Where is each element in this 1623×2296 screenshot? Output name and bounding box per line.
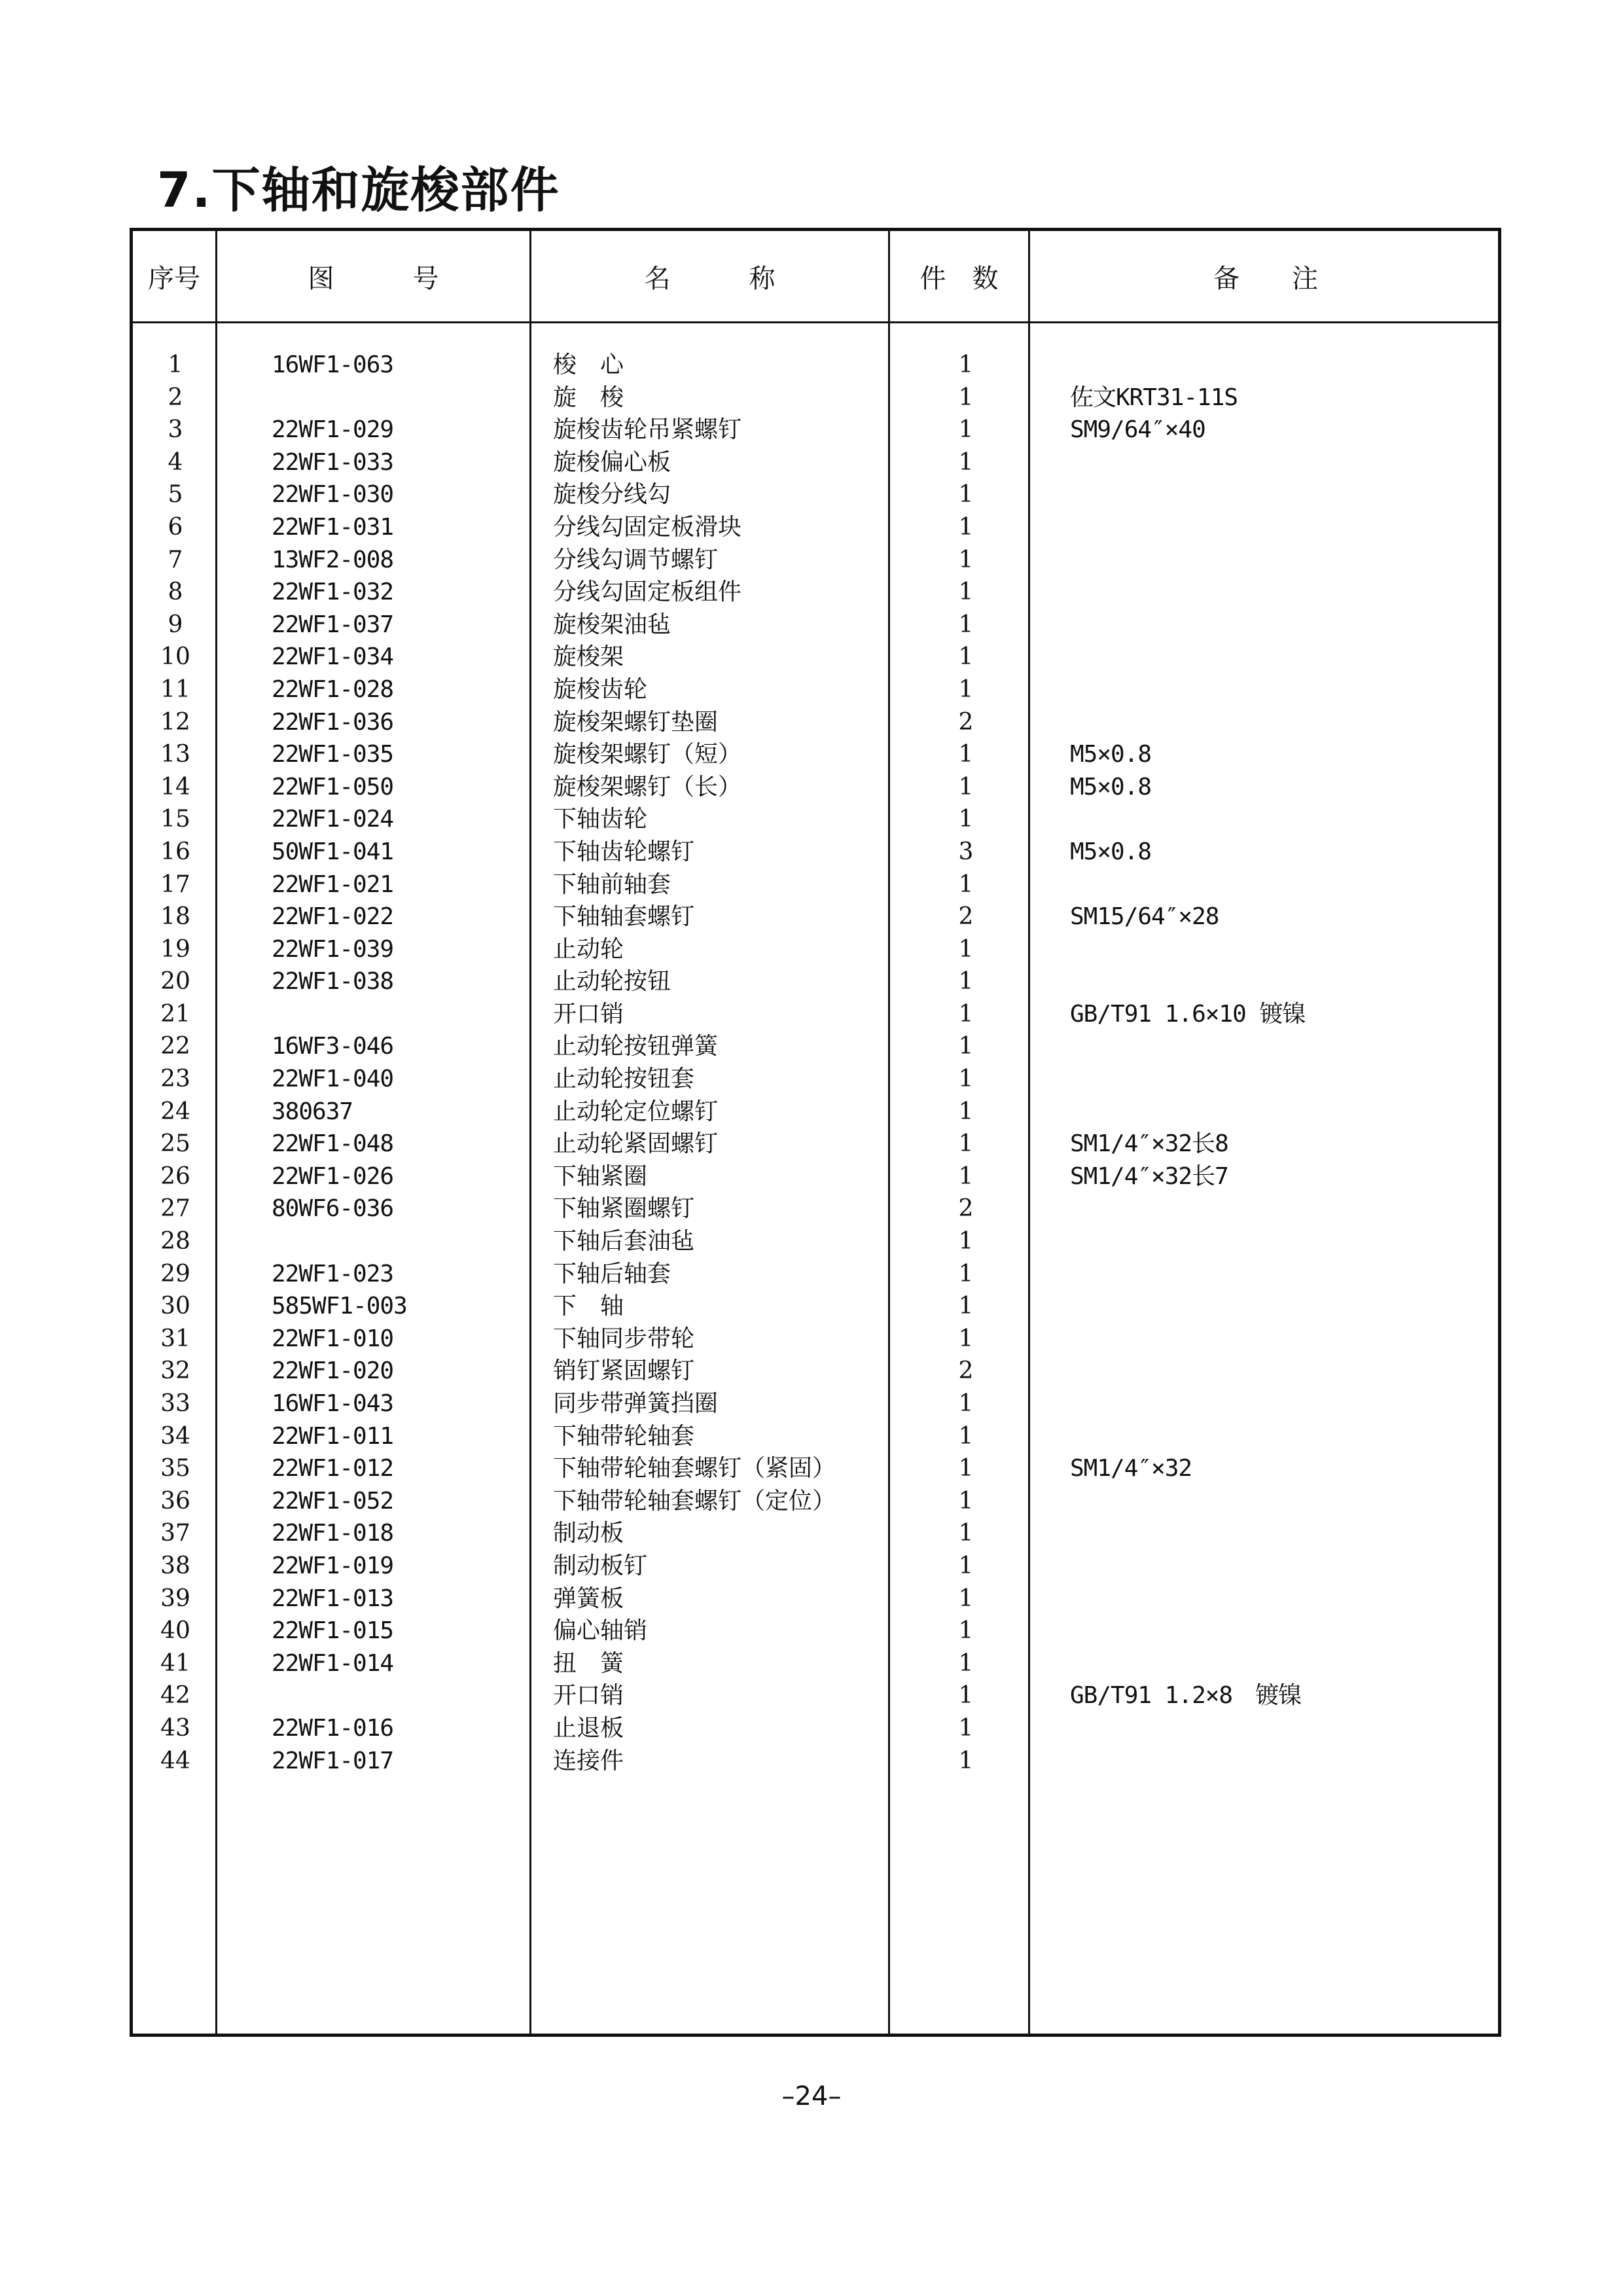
part-number: 13WF2-008: [272, 546, 394, 573]
part-number: 22WF1-011: [272, 1422, 394, 1450]
row-number: 42: [160, 1682, 190, 1710]
row-number: 35: [160, 1455, 190, 1482]
part-name: 弹簧板: [553, 1585, 624, 1612]
part-number: 22WF1-013: [272, 1585, 394, 1612]
part-number: 585WF1-003: [272, 1293, 407, 1320]
row-number: 9: [168, 611, 183, 638]
header-remarks: 备 注: [1213, 263, 1318, 294]
quantity: 1: [958, 1000, 974, 1028]
part-number: 22WF1-026: [272, 1162, 394, 1190]
part-number: 22WF1-010: [272, 1325, 394, 1352]
quantity: 1: [958, 1552, 974, 1579]
row-number: 40: [160, 1617, 190, 1645]
row-number: 27: [160, 1195, 190, 1223]
part-name: 下轴紧圈: [553, 1162, 648, 1190]
table-row: [133, 1225, 1498, 1258]
quantity: 1: [958, 1422, 974, 1450]
table-row: [133, 771, 1498, 804]
quantity: 1: [958, 1617, 974, 1645]
part-number: 22WF1-052: [272, 1487, 394, 1515]
quantity: 1: [958, 1649, 974, 1677]
part-name: 下轴带轮轴套: [553, 1422, 695, 1450]
table-row: [133, 1128, 1498, 1160]
table-row: [133, 803, 1498, 836]
part-number: 22WF1-030: [272, 481, 394, 509]
row-number: 30: [160, 1293, 190, 1320]
table-row: [133, 1420, 1498, 1453]
table-row: [133, 1615, 1498, 1647]
remark: SM1/4″×32长7: [1070, 1162, 1228, 1190]
table-row: [133, 1258, 1498, 1291]
remark: M5×0.8: [1070, 741, 1152, 768]
table-row: [133, 1193, 1498, 1225]
quantity: 1: [958, 935, 974, 963]
part-number: 22WF1-032: [272, 579, 394, 606]
part-name: 下轴齿轮: [553, 806, 648, 833]
quantity: 2: [958, 1195, 974, 1223]
table-row: [133, 1290, 1498, 1323]
part-name: 分线勾固定板滑块: [553, 513, 742, 541]
quantity: 1: [958, 1293, 974, 1320]
part-name: 止动轮定位螺钉: [553, 1098, 719, 1125]
part-name: 扭 簧: [553, 1649, 624, 1677]
part-number: 22WF1-028: [272, 675, 394, 703]
row-number: 34: [160, 1422, 190, 1450]
row-number: 13: [160, 741, 190, 768]
remark: M5×0.8: [1070, 773, 1152, 800]
table-row: [133, 1323, 1498, 1355]
header-part-number: 图 号: [308, 263, 439, 294]
row-number: 8: [168, 579, 183, 606]
quantity: 1: [958, 1455, 974, 1482]
row-number: 28: [160, 1228, 190, 1255]
remark: GB/T91 1.2×8 镀镍: [1070, 1682, 1302, 1710]
quantity: 1: [958, 546, 974, 573]
row-number: 29: [160, 1260, 190, 1287]
table-row: [133, 1388, 1498, 1420]
part-number: 22WF1-038: [272, 968, 394, 996]
table-row: [133, 1485, 1498, 1518]
quantity: 1: [958, 1585, 974, 1612]
part-number: 22WF1-012: [272, 1455, 394, 1482]
part-name: 旋梭架: [553, 643, 624, 671]
part-number: 22WF1-014: [272, 1649, 394, 1677]
table-row: [133, 1160, 1498, 1193]
quantity: 1: [958, 1747, 974, 1774]
row-number: 18: [160, 903, 190, 931]
part-number: 22WF1-031: [272, 513, 394, 541]
part-number: 22WF1-015: [272, 1617, 394, 1645]
row-number: 6: [168, 513, 183, 541]
row-number: 33: [160, 1390, 190, 1417]
quantity: 1: [958, 1487, 974, 1515]
remark: SM1/4″×32: [1070, 1455, 1192, 1482]
part-number: 22WF1-036: [272, 708, 394, 736]
table-row: [133, 1030, 1498, 1063]
table-row: [133, 901, 1498, 933]
table-row: [133, 609, 1498, 641]
table-row: [133, 1550, 1498, 1583]
quantity: 1: [958, 1098, 974, 1125]
part-number: 22WF1-039: [272, 935, 394, 963]
quantity: 1: [958, 351, 974, 378]
part-name: 下 轴: [553, 1293, 624, 1320]
part-number: 16WF1-063: [272, 351, 394, 378]
row-number: 38: [160, 1552, 190, 1579]
quantity: 1: [958, 1520, 974, 1547]
remark: SM9/64″×40: [1070, 416, 1205, 444]
quantity: 2: [958, 903, 974, 931]
part-name: 下轴后轴套: [553, 1260, 671, 1287]
table-row: [133, 1063, 1498, 1096]
row-number: 7: [168, 546, 183, 573]
part-name: 止动轮按钮: [553, 968, 671, 996]
part-name: 下轴带轮轴套螺钉（紧固）: [553, 1455, 836, 1482]
row-number: 25: [160, 1130, 190, 1158]
part-number: 22WF1-033: [272, 448, 394, 476]
table-row: [133, 1712, 1498, 1745]
part-name: 制动板: [553, 1520, 624, 1547]
part-name: 旋梭齿轮吊紧螺钉: [553, 416, 742, 444]
part-number: 22WF1-050: [272, 773, 394, 800]
quantity: 3: [958, 838, 974, 865]
header-no: 序号: [148, 263, 200, 294]
part-name: 下轴同步带轮: [553, 1325, 695, 1352]
table-row: [133, 349, 1498, 382]
table-row: [133, 673, 1498, 706]
part-number: 22WF1-035: [272, 741, 394, 768]
part-number: 22WF1-024: [272, 806, 394, 833]
quantity: 1: [958, 968, 974, 996]
table-row: [133, 1355, 1498, 1388]
table-row: [133, 836, 1498, 869]
row-number: 17: [160, 870, 190, 898]
part-name: 旋梭架螺钉（长）: [553, 773, 742, 800]
page-title: 7.下轴和旋梭部件: [157, 162, 560, 219]
part-name: 止动轮按钮套: [553, 1066, 695, 1093]
quantity: 1: [958, 1390, 974, 1417]
part-name: 分线勾固定板组件: [553, 579, 742, 606]
part-name: 梭 心: [553, 351, 624, 378]
quantity: 1: [958, 384, 974, 411]
quantity: 2: [958, 708, 974, 736]
remark: GB/T91 1.6×10 镀镍: [1070, 1000, 1306, 1028]
row-number: 37: [160, 1520, 190, 1547]
table-row: [133, 706, 1498, 739]
quantity: 1: [958, 1228, 974, 1255]
part-name: 分线勾调节螺钉: [553, 546, 719, 573]
part-number: 22WF1-017: [272, 1747, 394, 1774]
part-name: 旋梭偏心板: [553, 448, 671, 476]
table-row: [133, 1745, 1498, 1778]
part-name: 下轴紧圈螺钉: [553, 1195, 695, 1223]
part-name: 偏心轴销: [553, 1617, 648, 1645]
row-number: 24: [160, 1098, 190, 1125]
remark: SM15/64″×28: [1070, 903, 1219, 931]
table-row: [133, 382, 1498, 414]
row-number: 10: [160, 643, 190, 671]
table-row: [133, 414, 1498, 446]
row-number: 32: [160, 1357, 190, 1385]
part-name: 下轴带轮轴套螺钉（定位）: [553, 1487, 836, 1515]
quantity: 1: [958, 1162, 974, 1190]
part-number: 80WF6-036: [272, 1195, 394, 1223]
parts-table: [130, 228, 1501, 2037]
quantity: 1: [958, 870, 974, 898]
row-number: 22: [160, 1033, 190, 1060]
part-name: 开口销: [553, 1682, 624, 1710]
row-number: 19: [160, 935, 190, 963]
row-number: 15: [160, 806, 190, 833]
remark: 佐文KRT31-11S: [1070, 384, 1238, 411]
quantity: 1: [958, 1130, 974, 1158]
table-row: [133, 641, 1498, 673]
table-row: [133, 1647, 1498, 1680]
row-number: 26: [160, 1162, 190, 1190]
part-name: 开口销: [553, 1000, 624, 1028]
header-name: 名 称: [644, 263, 776, 294]
table-row: [133, 576, 1498, 609]
row-number: 20: [160, 968, 190, 996]
part-number: 22WF1-018: [272, 1520, 394, 1547]
part-name: 止动轮紧固螺钉: [553, 1130, 719, 1158]
header-quantity: 件 数: [919, 263, 999, 294]
part-name: 制动板钉: [553, 1552, 648, 1579]
row-number: 5: [168, 481, 183, 509]
table-row: [133, 1096, 1498, 1128]
row-number: 31: [160, 1325, 190, 1352]
quantity: 1: [958, 611, 974, 638]
page-number: –24–: [781, 2081, 842, 2111]
part-name: 旋梭架油毡: [553, 611, 671, 638]
row-number: 44: [160, 1747, 190, 1774]
table-row: [133, 511, 1498, 544]
table-row: [133, 446, 1498, 479]
table-row: [133, 738, 1498, 771]
part-number: 16WF3-046: [272, 1033, 394, 1060]
part-number: 22WF1-019: [272, 1552, 394, 1579]
part-number: 16WF1-043: [272, 1390, 394, 1417]
row-number: 4: [168, 448, 183, 476]
row-number: 41: [160, 1649, 190, 1677]
row-number: 43: [160, 1714, 190, 1742]
table-row: [133, 544, 1498, 577]
part-number: 380637: [272, 1098, 353, 1125]
quantity: 1: [958, 773, 974, 800]
table-row: [133, 933, 1498, 966]
table-row: [133, 1679, 1498, 1712]
header-divider: [133, 321, 1498, 323]
remark: SM1/4″×32长8: [1070, 1130, 1228, 1158]
row-number: 14: [160, 773, 190, 800]
table-row: [133, 1583, 1498, 1615]
table-body: [133, 349, 1498, 1777]
row-number: 11: [160, 675, 190, 703]
row-number: 21: [160, 1000, 190, 1028]
row-number: 1: [168, 351, 183, 378]
part-name: 旋梭架螺钉垫圈: [553, 708, 719, 736]
remark: M5×0.8: [1070, 838, 1152, 865]
quantity: 1: [958, 675, 974, 703]
part-number: 50WF1-041: [272, 838, 394, 865]
quantity: 1: [958, 513, 974, 541]
quantity: 1: [958, 1325, 974, 1352]
quantity: 1: [958, 1714, 974, 1742]
part-name: 下轴轴套螺钉: [553, 903, 695, 931]
table-row: [133, 1452, 1498, 1485]
row-number: 39: [160, 1585, 190, 1612]
quantity: 1: [958, 1033, 974, 1060]
part-name: 下轴前轴套: [553, 870, 671, 898]
part-number: 22WF1-029: [272, 416, 394, 444]
quantity: 2: [958, 1357, 974, 1385]
table-row: [133, 869, 1498, 901]
part-number: 22WF1-021: [272, 870, 394, 898]
part-name: 同步带弹簧挡圈: [553, 1390, 719, 1417]
row-number: 36: [160, 1487, 190, 1515]
table-row: [133, 998, 1498, 1031]
part-number: 22WF1-022: [272, 903, 394, 931]
quantity: 1: [958, 481, 974, 509]
part-name: 止动轮按钮弹簧: [553, 1033, 719, 1060]
part-number: 22WF1-034: [272, 643, 394, 671]
part-name: 销钉紧固螺钉: [553, 1357, 695, 1385]
part-name: 止动轮: [553, 935, 624, 963]
quantity: 1: [958, 1682, 974, 1710]
part-name: 下轴齿轮螺钉: [553, 838, 695, 865]
row-number: 23: [160, 1066, 190, 1093]
quantity: 1: [958, 1066, 974, 1093]
table-row: [133, 478, 1498, 511]
part-number: 22WF1-037: [272, 611, 394, 638]
row-number: 2: [168, 384, 183, 411]
quantity: 1: [958, 1260, 974, 1287]
table-row: [133, 965, 1498, 998]
row-number: 3: [168, 416, 183, 444]
quantity: 1: [958, 416, 974, 444]
part-name: 旋梭架螺钉（短）: [553, 741, 742, 768]
quantity: 1: [958, 806, 974, 833]
part-name: 连接件: [553, 1747, 624, 1774]
part-name: 止退板: [553, 1714, 624, 1742]
part-name: 旋梭齿轮: [553, 675, 648, 703]
part-number: 22WF1-048: [272, 1130, 394, 1158]
part-name: 旋梭分线勾: [553, 481, 671, 509]
quantity: 1: [958, 643, 974, 671]
part-number: 22WF1-023: [272, 1260, 394, 1287]
row-number: 16: [160, 838, 190, 865]
quantity: 1: [958, 741, 974, 768]
quantity: 1: [958, 448, 974, 476]
part-number: 22WF1-016: [272, 1714, 394, 1742]
quantity: 1: [958, 579, 974, 606]
row-number: 12: [160, 708, 190, 736]
part-number: 22WF1-020: [272, 1357, 394, 1385]
part-name: 下轴后套油毡: [553, 1228, 695, 1255]
table-row: [133, 1517, 1498, 1550]
part-name: 旋 梭: [553, 384, 624, 411]
part-number: 22WF1-040: [272, 1066, 394, 1093]
